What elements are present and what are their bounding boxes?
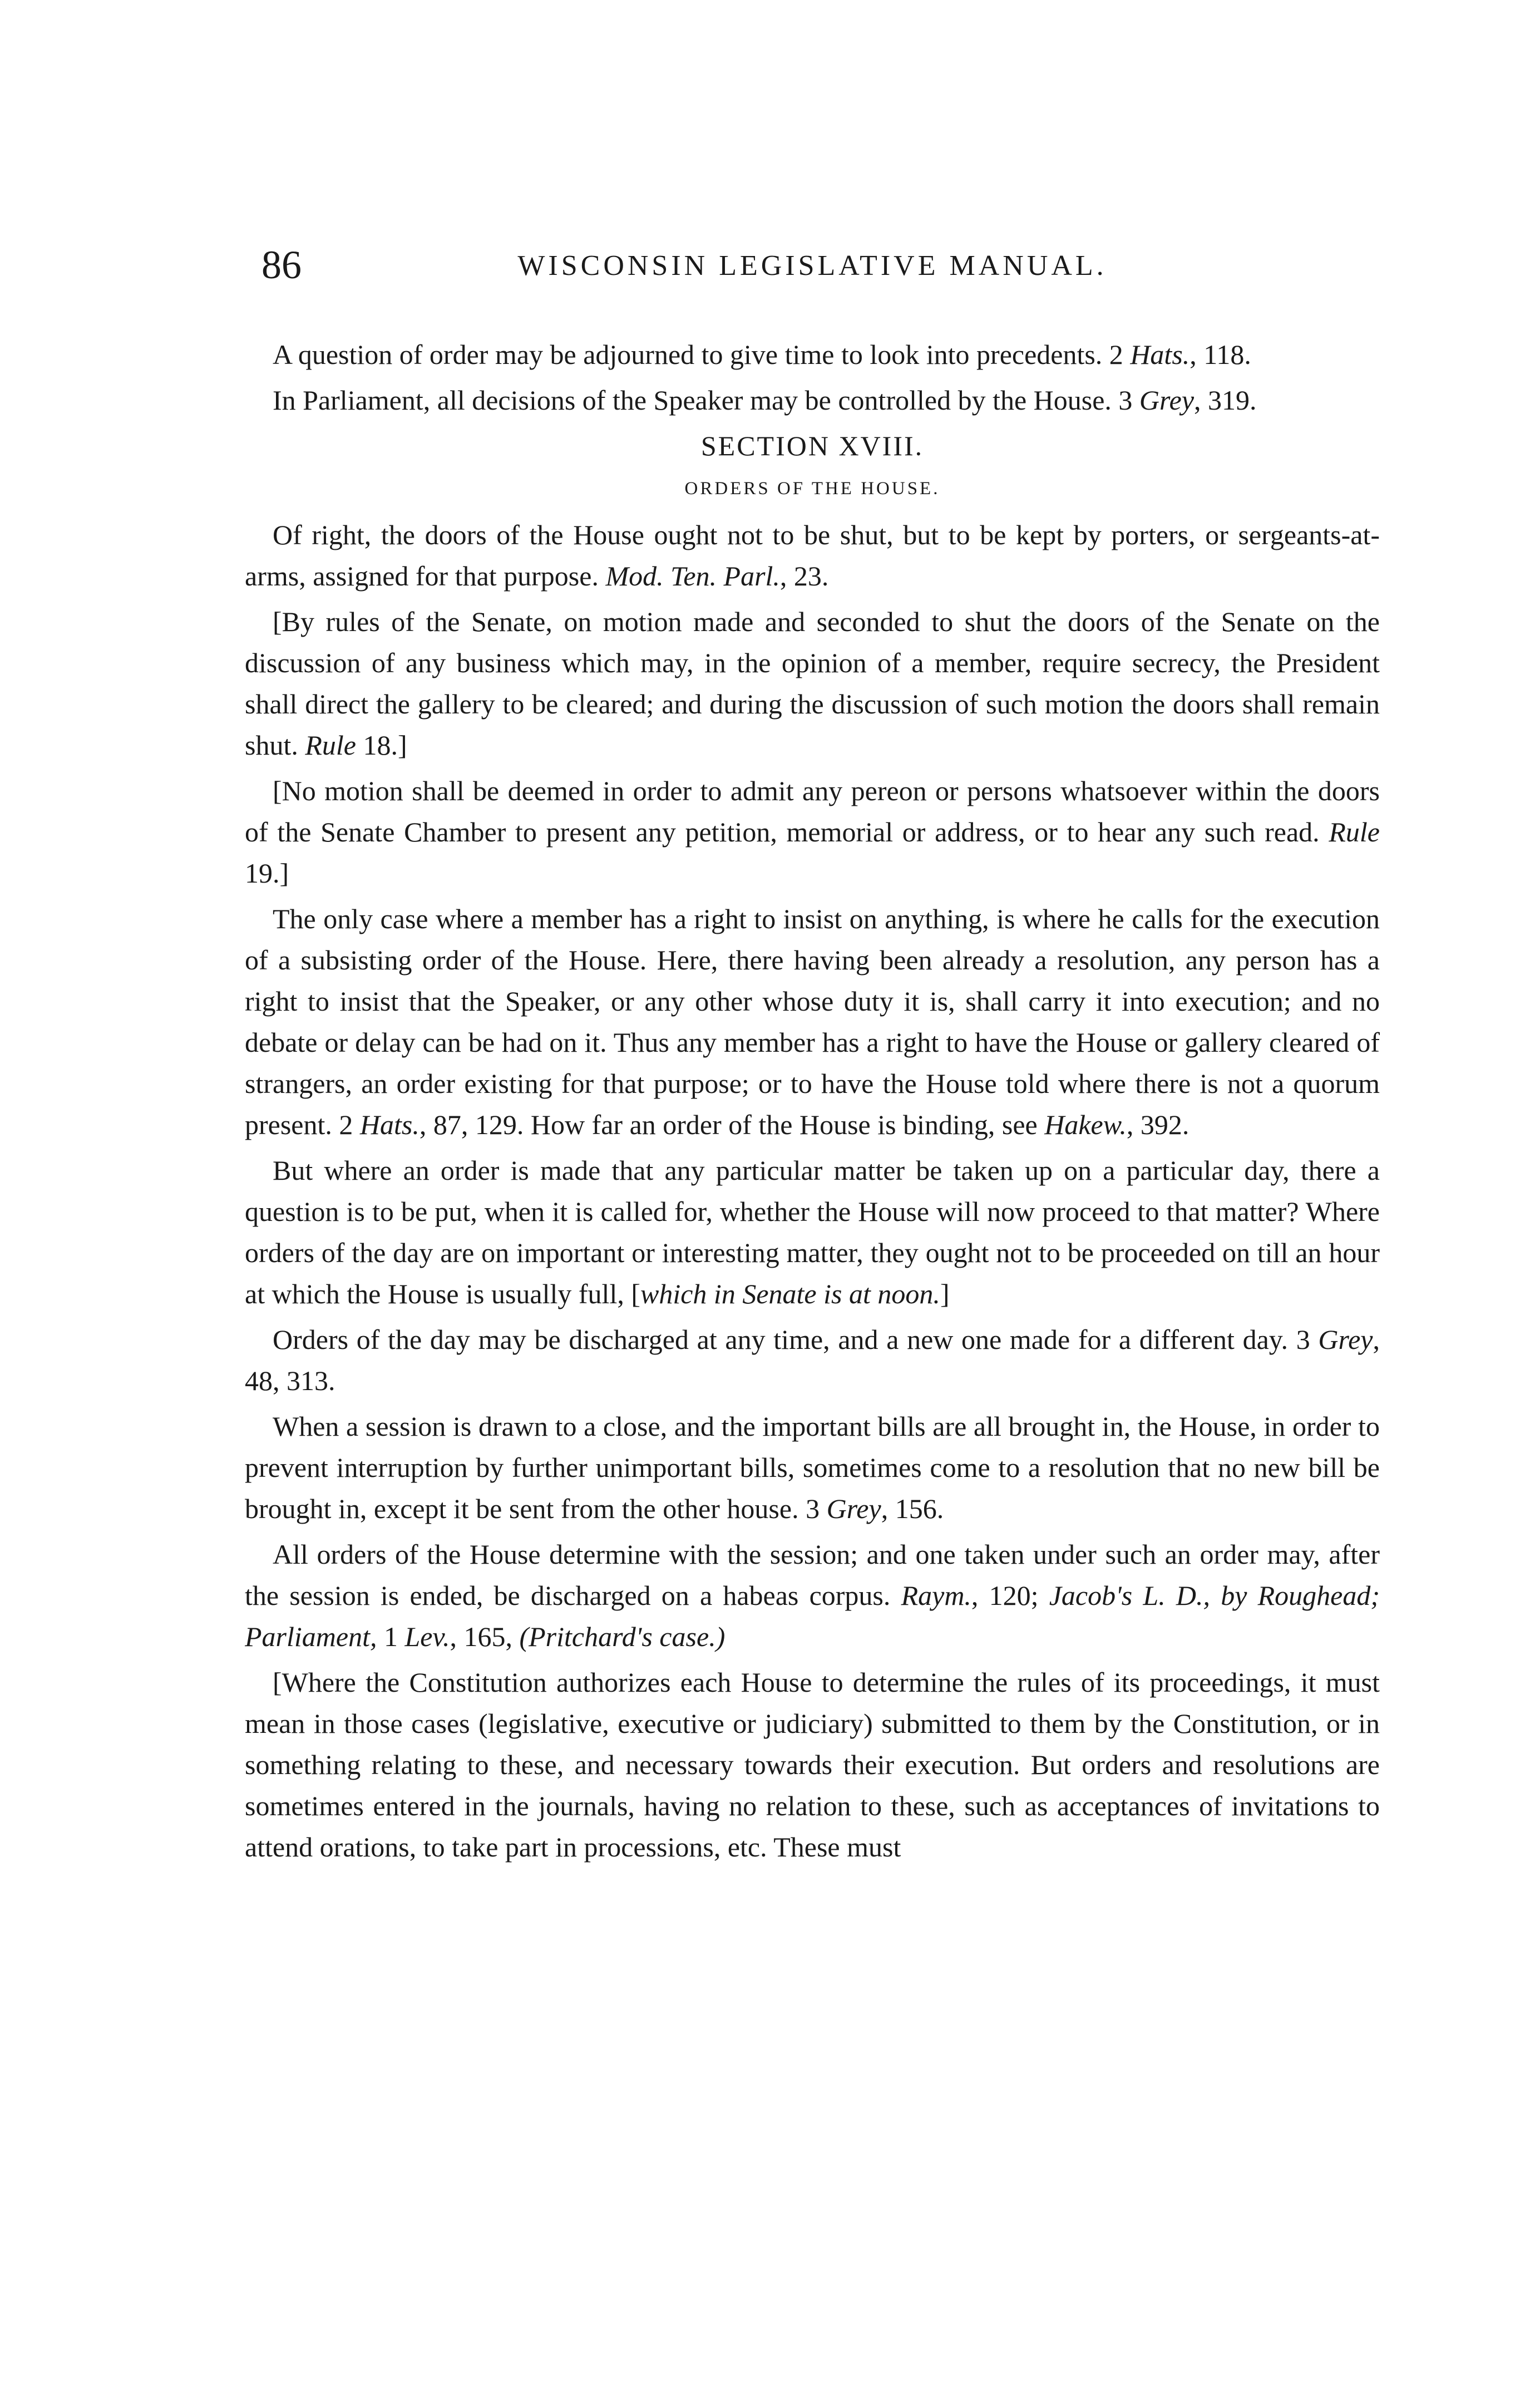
citation-text: Raym.: [901, 1580, 971, 1611]
paragraph-text: , 48, 313.: [245, 1324, 1380, 1396]
citation-text: Rule: [1329, 816, 1380, 848]
paragraph-text: In Parliament, all decisions of the Speaker may be controlled by the House. 3: [273, 385, 1139, 416]
running-title: WISCONSIN LEGISLATIVE MANUAL.: [517, 250, 1107, 282]
citation-text: Hats.: [359, 1109, 419, 1140]
paragraph-text: [By rules of the Senate, on motion made and seconded to shut the doors of the Senate on the discussion of any business which may, in the opinion of a member, require secrecy, the President shall direct the gallery to be cleared; and during the discussion of such motion the doors shall remain shut.: [245, 606, 1380, 761]
paragraph-text: , 120;: [971, 1580, 1049, 1611]
paragraph: [245, 898, 1380, 1145]
paragraph-text: Of right, the doors of the House ought not to be shut, but to be kept by porters, or sergeants-at-arms, assigned for that purpose.: [245, 519, 1380, 592]
paragraph-text: Orders of the day may be discharged at any time, and a new one made for a different day. 3: [273, 1324, 1319, 1355]
citation-text: Jacob's L. D., by Roughead; Parliament,: [245, 1580, 1380, 1652]
section-heading: SECTION XVIII.: [700, 430, 924, 461]
paragraph-text: But where an order is made that any particular matter be taken up on a particular day, there a question is to be put, when it is called for, whether the House will now proceed to that matter? Where orders of the day are on important or interesting matter, they ought not to be proceeded on till an hour at which the House is usually full, [: [245, 1155, 1380, 1309]
paragraph-text: ]: [940, 1278, 950, 1309]
paragraph: [245, 1150, 1380, 1314]
citation-text: Rule: [305, 730, 356, 761]
paragraph-text: 1: [377, 1621, 405, 1652]
text-block-after-section: [245, 514, 1380, 1868]
citation-text: Hats.: [1130, 339, 1190, 370]
paragraph: [245, 601, 1380, 766]
paragraph-text: 18.]: [356, 730, 407, 761]
paragraph-text: , 23.: [779, 560, 829, 592]
citation-text: Lev.: [404, 1621, 450, 1652]
paragraph-text: All orders of the House determine with the session; and one taken under such an order may, after the session is ended, be discharged on a habeas corpus.: [245, 1539, 1380, 1611]
citation-text: Grey: [1318, 1324, 1373, 1355]
page-header: [245, 245, 1380, 312]
paragraph: [245, 1319, 1380, 1401]
paragraph: [245, 1662, 1380, 1868]
paragraph: [245, 334, 1380, 375]
paragraph-text: , 156.: [881, 1493, 944, 1524]
paragraph-text: , 319.: [1194, 385, 1257, 416]
citation-text: Hakew.: [1044, 1109, 1127, 1140]
paragraph-text: A question of order may be adjourned to give time to look into precedents. 2: [273, 339, 1131, 370]
paragraph-text: [Where the Constitution authorizes each House to determine the rules of its proceedings, it must mean in those cases (legislative, executive or judiciary) submitted to them by the Constitution, or in something relating to these, and necessary towards their execution. But orders and resolutions are sometimes entered in the journals, having no relation to these, such as acceptances of invitations to attend orations, to take part in processions, etc. These must: [245, 1667, 1380, 1863]
paragraph-text: The only case where a member has a right to insist on anything, is where he calls for the execution of a subsisting order of the House. Here, there having been already a resolution, any person has a right to insist that the Speaker, or any other whose duty it is, shall carry it into execution; and no debate or delay can be had on it. Thus any member has a right to have the House or gallery cleared of strangers, an order existing for that purpose; or to have the House told where there is not a quorum present. 2: [245, 903, 1380, 1140]
citation-text: (Pritchard's case.): [519, 1621, 725, 1652]
paragraph-text: , 87, 129. How far an order of the House is binding, see: [419, 1109, 1045, 1140]
paragraph: [245, 380, 1380, 421]
paragraph: [245, 1534, 1380, 1657]
paragraph-text: , 118.: [1189, 339, 1251, 370]
citation-text: Grey: [1139, 385, 1195, 416]
document-page: [245, 245, 1380, 2315]
citation-text: Mod. Ten. Parl.: [605, 560, 780, 592]
paragraph-text: When a session is drawn to a close, and the important bills are all brought in, the House, in order to prevent interruption by further unimportant bills, sometimes come to a resolution that no new bill be brought in, except it be sent from the other house. 3: [245, 1411, 1380, 1524]
paragraph-text: [No motion shall be deemed in order to admit any pereon or persons whatsoever within the doors of the Senate Chamber to present any petition, memorial or address, or to hear any such read.: [245, 775, 1380, 848]
section-subheading: ORDERS OF THE HOUSE.: [684, 479, 940, 499]
citation-text: Grey: [826, 1493, 881, 1524]
page-number: 86: [261, 245, 302, 287]
paragraph: [245, 1406, 1380, 1529]
text-block-before-section: [245, 334, 1380, 421]
citation-text: which in Senate is at noon.: [640, 1278, 940, 1309]
paragraph: [245, 770, 1380, 894]
paragraph-text: 19.]: [245, 858, 289, 889]
paragraph: [245, 514, 1380, 597]
paragraph-text: , 165,: [450, 1621, 520, 1652]
paragraph-text: , 392.: [1126, 1109, 1189, 1140]
